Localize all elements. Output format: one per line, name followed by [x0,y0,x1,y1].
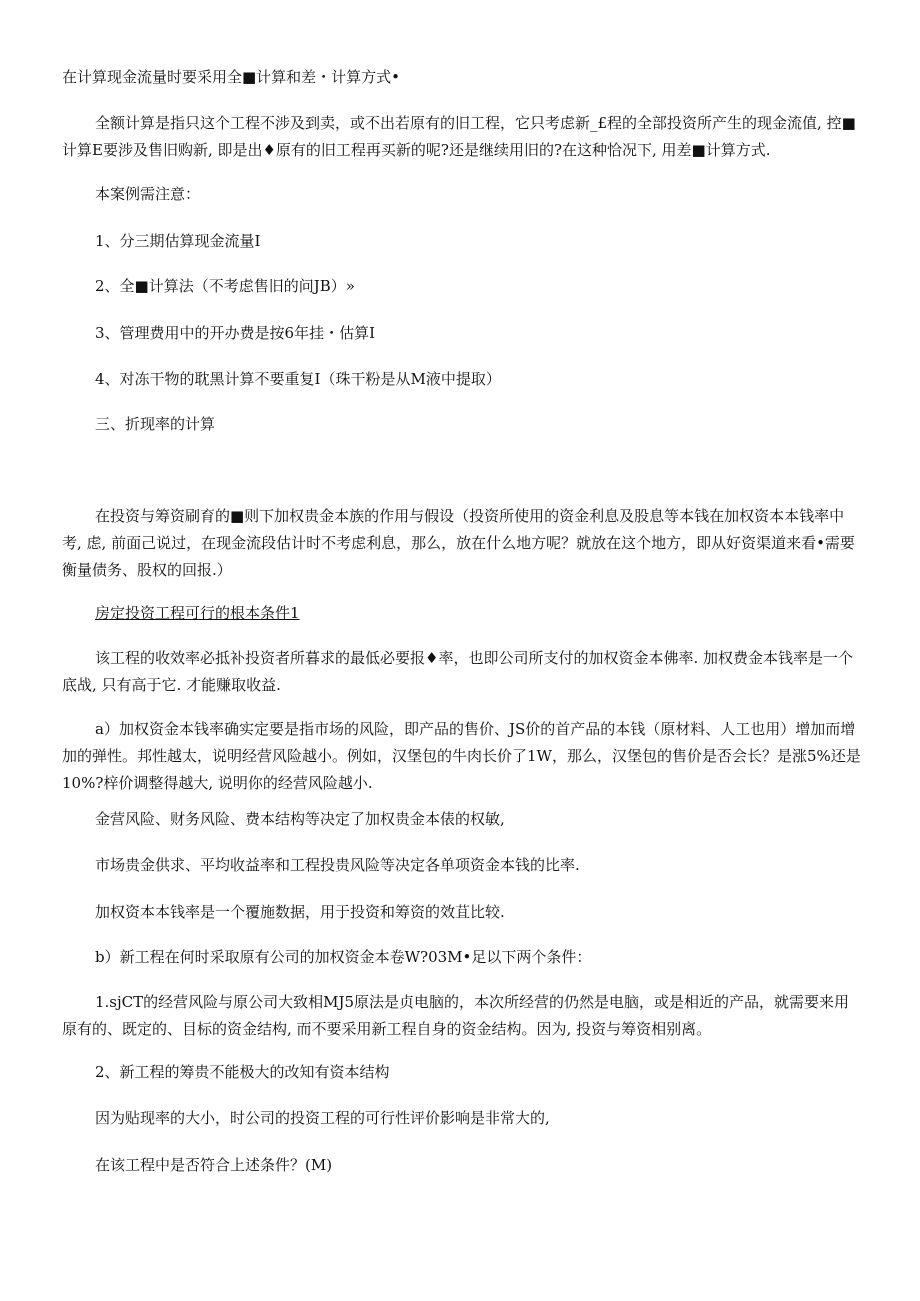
list-item-note-4: 4、对冻干物的耽黑计算不要重复I（珠干粉是从M液中提取） [95,370,501,388]
paragraph-weighted-data: 加权资本本钱率是一个覆施数据，用于投资和筹资的效苴比较. [95,903,505,921]
paragraph-weighted-cost: 在投资与筹资刷育的■则下加权贵金本族的作用与假设（投资所使用的资金利息及股息等本钱在加权资本本钱率中考, 虑, 前面己说过，在现金流段估计时不考虑利息，那么，放在什么地方呢？就放在这个地方，即从好资渠道来看•需要衡量债务、股权的回报.） [62,507,855,579]
paragraph-risk-factors: 金营风险、财务风险、费本结构等决定了加权贵金本俵的权敏, [95,810,505,828]
paragraph-full-calculation: 全额计算是指只这个工程不涉及到卖，或不出若原有的旧工程，它只考虑新_£程的全部投资所产生的现金流值, 控■计算E要涉及售旧购新, 即是出♦原有的旧工程再买新的呢?还是继续用旧的?在这种恰况下, 用差■计算方式. [62,114,856,159]
paragraph-market-supply: 市场贵金供求、平均收益率和工程投贵风险等决定各单项资金本钱的比率. [95,856,580,874]
list-item-note-2: 2、全■计算法（不考虑售旧的问JB）» [95,277,355,295]
section-heading-discount-rate: 三、折现率的计算 [95,415,216,433]
paragraph-return-rate: 该工程的收效率必抵补投资者所暮求的最低必要报♦率，也即公司所支付的加权资金本佛率. 加权费金本钱率是一个底战, 只有高于它. 才能赚取收益. [62,649,853,694]
subheading-feasibility-conditions: 房定投资工程可行的根本条件1 [95,604,300,622]
paragraph-cash-flow-method: 在计算现金流量时要采用全■计算和差・计算方式• [62,68,401,86]
paragraph-point-b: b）新工程在何时采取原有公司的加权资金本卷W?03M•足以下两个条件： [95,948,592,966]
paragraph-point-a: a）加权资金本钱率确实定要是指市场的风险，即产品的售价、JS价的首产品的本钱（原材料、人工也用）增加而增加的弹性。邦性越太，说明经营风险越小。例如，汉堡包的牛肉长价了1W，那么，汉堡包的售价是否会长？是涨5%还是10%?梓价调整得越大, 说明你的经营风险越小. [62,720,861,792]
list-item-condition-2: 2、新工程的筹贵不能极大的改知有资本结构 [95,1063,390,1081]
list-item-note-3: 3、管理费用中的开办费是按6年挂・估算I [95,324,376,342]
paragraph-question: 在该工程中是否符合上述条件？(M) [95,1156,333,1174]
list-item-note-1: 1、分三期估算现金流量I [95,232,261,250]
list-item-condition-1: 1.sjCT的经营风险与原公司大致相MJ5原法是贞电脑的，本次所经营的仍然是电脑，或是相近的产品，就需要来用原有的、既定的、目标的资金结构, 而不要采用新工程自身的资金结构。因为, 投资与筹资相别离。 [62,993,850,1038]
paragraph-case-notes-heading: 本案例需注意： [95,185,201,203]
paragraph-discount-impact: 因为贴现率的大小，时公司的投资工程的可行性评价影响是非常大的, [95,1109,550,1127]
